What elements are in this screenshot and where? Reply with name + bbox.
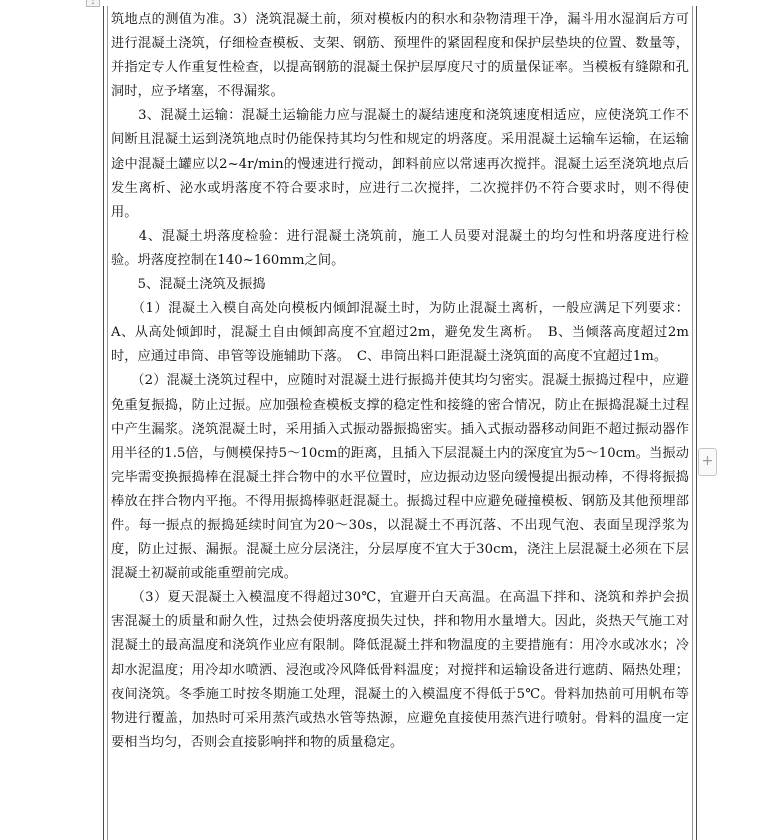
paragraph-temperature: （3）夏天混凝土入模温度不得超过30℃，宜避开白天高温。在高温下拌和、浇筑和养护会损害混凝土的质量和耐久性，过热会使坍落度损失过快，拌和物用水量增大。因此，炎热天气施工对混凝土的最高温度和浇筑作业应有限制。降低混凝土拌和物温度的主要措施有：用冷水或冰水；冷却水泥温度；用冷却水喷洒、浸泡或冷风降低骨料温度；对搅拌和运输设备进行遮荫、隔热处理；夜间浇筑。冬季施工时按冬期施工处理，混凝土的入模温度不得低于5℃。骨料加热前可用帆布等物进行覆盖，加热时可采用蒸汽或热水管等热源，应避免直接使用蒸汽进行喷射。骨料的温度一定要相当均匀，否则会直接影响拌和物的质量稳定。 bbox=[111, 590, 689, 750]
paragraph-drop-height: （1）混凝土入模自高处向模板内倾卸混凝土时，为防止混凝土离析，一般应满足下列要求：A、从高处倾卸时，混凝土自由倾卸高度不宜超过2m，避免发生离析。 B、当倾落高度超过2m时，应通过串筒、串管等设施辅助下落。 C、串筒出料口距混凝土浇筑面的高度不宜超过1m。 bbox=[111, 301, 689, 365]
section-heading-pouring-vibration: 5、混凝土浇筑及振捣 bbox=[111, 277, 266, 293]
add-row-icon[interactable]: + bbox=[698, 448, 717, 476]
paragraph-vibration: （2）混凝土浇筑过程中，应随时对混凝土进行振捣并使其均匀密实。混凝土振捣过程中，应避免重复振捣，防止过振。应加强检查模板支撑的稳定性和接缝的密合情况，防止在振捣混凝土过程中产生漏浆。浇筑混凝土时，采用插入式振动器振捣密实。插入式振动器移动间距不超过振动器作用半径的1.5倍，与侧模保持5～10cm的距离，且插入下层混凝土内的深度宜为5～10cm。当振动完毕需变换振捣棒在混凝土拌合物中的水平位置时，应边振动边竖向缓慢提出振动棒，不得将振捣棒放在拌合物内平拖。不得用振捣棒驱赶混凝土。振捣过程中应避免碰撞模板、钢筋及其他预埋部件。每一振点的振捣延续时间宜为20～30s，以混凝土不再沉落、不出现气泡、表面呈现浮浆为度，防止过振、漏振。混凝土应分层浇注，分层厚度不宜大于30cm，浇注上层混凝土必须在下层混凝土初凝前或能重塑前完成。 bbox=[111, 373, 689, 582]
document-body bbox=[111, 8, 689, 755]
paragraph-slump-test: 4、混凝土坍落度检验：进行混凝土浇筑前，施工人员要对混凝土的均匀性和坍落度进行检验。坍落度控制在140~160mm之间。 bbox=[111, 228, 689, 268]
paragraph-pouring-check: 筑地点的测值为准。3）浇筑混凝土前，须对模板内的积水和杂物清理干净，漏斗用水湿润后方可进行混凝土浇筑，仔细检查模板、支架、钢筋、预埋件的紧固程度和保护层垫块的位置、数量等，并指定专人作重复性检查，以提高钢筋的混凝土保护层厚度尺寸的质量保证率。当模板有缝隙和孔洞时，应予堵塞，不得漏浆。 bbox=[111, 12, 689, 100]
paragraph-transport: 3、混凝土运输：混凝土运输能力应与混凝土的凝结速度和浇筑速度相适应，应使浇筑工作不间断且混凝土运到浇筑地点时仍能保持其均匀性和规定的坍落度。采用混凝土运输车运输，在运输途中混凝土罐应以2~4r/min的慢速进行搅动，卸料前应以常速再次搅拌。混凝土运至浇筑地点后发生离析、泌水或坍落度不符合要求时，应进行二次搅拌，二次搅拌仍不符合要求时，则不得使用。 bbox=[111, 108, 689, 220]
table-move-handle[interactable]: ⇣ bbox=[86, 0, 100, 7]
